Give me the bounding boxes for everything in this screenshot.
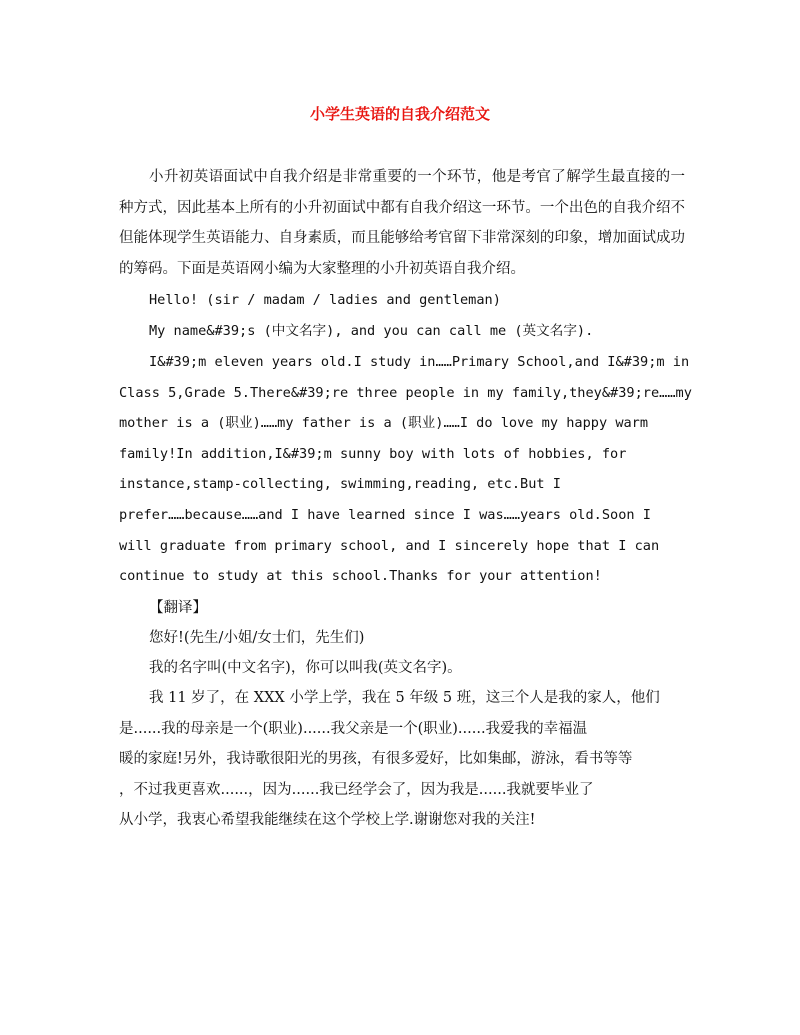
english-line: family!In addition,I&#39;m sunny boy with lots of hobbies, for [119,446,627,462]
english-line: will graduate from primary school, and I sincerely hope that I can [119,538,660,554]
translation-line: ，不过我更喜欢......，因为......我已经学会了，因为我是......我就要毕业了 [119,782,594,798]
translation-line: 暖的家庭!另外，我诗歌很阳光的男孩，有很多爱好，比如集邮，游泳，看书等等 [119,751,633,767]
translation-line: 是......我的母亲是一个(职业)......我父亲是一个(职业)......我爱我的幸福温 [119,721,588,737]
translation-heading: 【翻译】 [149,600,207,616]
english-line: continue to study at this school.Thanks for your attention! [119,568,602,584]
english-line-name: My name&#39;s (中文名字), and you can call me (英文名字). [149,323,594,339]
english-line: I&#39;m eleven years old.I study in……Primary School,and I&#39;m in [149,354,690,370]
english-line: instance,stamp-collecting, swimming,reading, etc.But I [119,476,561,492]
english-line: Class 5,Grade 5.There&#39;re three people in my family,they&#39;re……my [119,385,692,401]
translation-line: 我的名字叫(中文名字)，你可以叫我(英文名字)。 [149,660,462,676]
document-title: 小学生英语的自我介绍范文 [309,105,490,123]
english-line: prefer……because……and I have learned since I was……years old.Soon I [119,507,651,523]
intro-paragraph: 小升初英语面试中自我介绍是非常重要的一个环节，他是考官了解学生最直接的一种方式，因此基本上所有的小升初面试中都有自我介绍这一环节。一个出色的自我介绍不但能体现学生英语能力、自身素质，而且能够给考官留下非常深刻的印象，增加面试成功的筹码。下面是英语网小编为大家整理的小升初英语自我介绍。 [119,169,685,277]
english-line: mother is a (职业)……my father is a (职业)……I do love my happy warm [119,415,649,431]
translation-line: 从小学，我衷心希望我能继续在这个学校上学.谢谢您对我的关注! [119,812,536,828]
english-line-greeting: Hello! (sir / madam / ladies and gentleman) [149,292,501,308]
translation-line: 您好!(先生/小姐/女士们，先生们) [149,630,365,646]
translation-line: 我 11 岁了，在 XXX 小学上学，我在 5 年级 5 班，这三个人是我的家人，他们 [149,690,660,706]
